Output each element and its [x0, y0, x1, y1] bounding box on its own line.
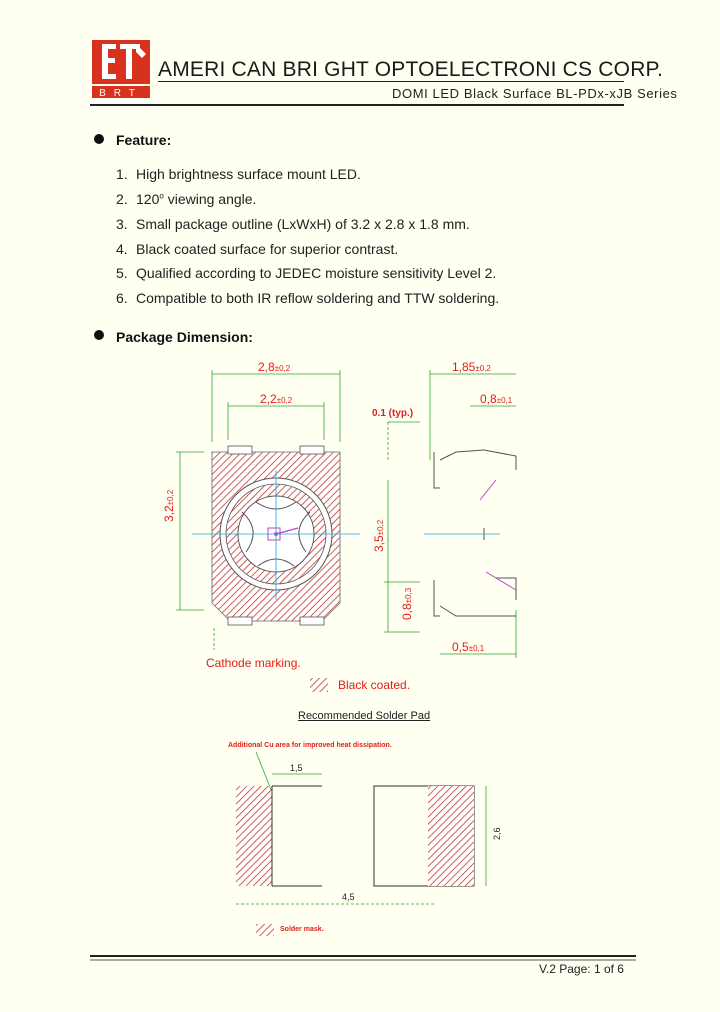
feature-item-text: Compatible to both IR reflow soldering and TTW soldering.: [136, 290, 500, 306]
document-subtitle: DOMI LED Black Surface BL-PDx-xJB Series: [392, 86, 678, 101]
feature-item-text: High brightness surface mount LED.: [136, 166, 361, 182]
svg-text:BRT: BRT: [99, 88, 143, 98]
feature-item-text: Qualified according to JEDEC moisture sensitivity Level 2.: [136, 265, 497, 281]
feature-item-number: 5.: [116, 265, 128, 281]
feature-item-number: 3.: [116, 216, 128, 232]
solder-mask-label: Solder mask.: [280, 926, 324, 933]
page-number: V.2 Page: 1 of 6: [539, 962, 624, 976]
dim-width-outer: 2,8±0,2: [258, 360, 291, 374]
viewing-angle-value: 120: [136, 191, 160, 207]
solder-pad-title: Recommended Solder Pad: [298, 710, 431, 722]
package-heading: Package Dimension:: [116, 329, 253, 345]
solder-dim-bottom: 4,5: [342, 892, 355, 902]
solder-dim-right: 2,6: [492, 827, 502, 840]
solder-mask-legend-swatch: [256, 924, 274, 936]
solder-dim-top: 1,5: [290, 763, 303, 773]
feature-item-number: 1.: [116, 166, 128, 182]
solder-note: Additional Cu area for improved heat dissipation.: [228, 742, 392, 749]
feature-item-text: Small package outline (LxWxH) of 3.2 x 2.8 x 1.8 mm.: [136, 216, 470, 232]
cathode-marking-label: Cathode marking.: [206, 656, 301, 670]
feature-item-text: viewing angle.: [167, 191, 257, 207]
dim-lead: 0,8±0,1: [480, 392, 513, 406]
feature-item-number: 4.: [116, 241, 128, 257]
side-view: [434, 450, 516, 616]
dim-side-lead: 0,8±0,3: [400, 587, 414, 620]
feature-heading: Feature:: [116, 132, 172, 148]
dim-depth: 1,85±0,2: [452, 360, 491, 374]
feature-item-text: Black coated surface for superior contrast.: [136, 241, 399, 257]
dim-width-inner: 2,2±0,2: [260, 392, 293, 406]
solder-pad-drawing: [236, 752, 486, 936]
dim-height-outer: 3,2±0,2: [162, 489, 176, 522]
feature-item-number: 2.: [116, 191, 128, 207]
black-coated-label: Black coated.: [338, 678, 411, 692]
black-coated-legend-swatch: [310, 678, 328, 692]
degree-mark: o: [159, 191, 164, 201]
dim-typ: 0.1 (typ.): [372, 408, 414, 419]
dim-pad: 0,5±0,1: [452, 640, 485, 654]
dim-side-height: 3,5±0,2: [372, 519, 386, 552]
feature-item-number: 6.: [116, 290, 128, 306]
company-name: AMERI CAN BRI GHT OPTOELECTRONI CS CORP.: [158, 58, 664, 81]
